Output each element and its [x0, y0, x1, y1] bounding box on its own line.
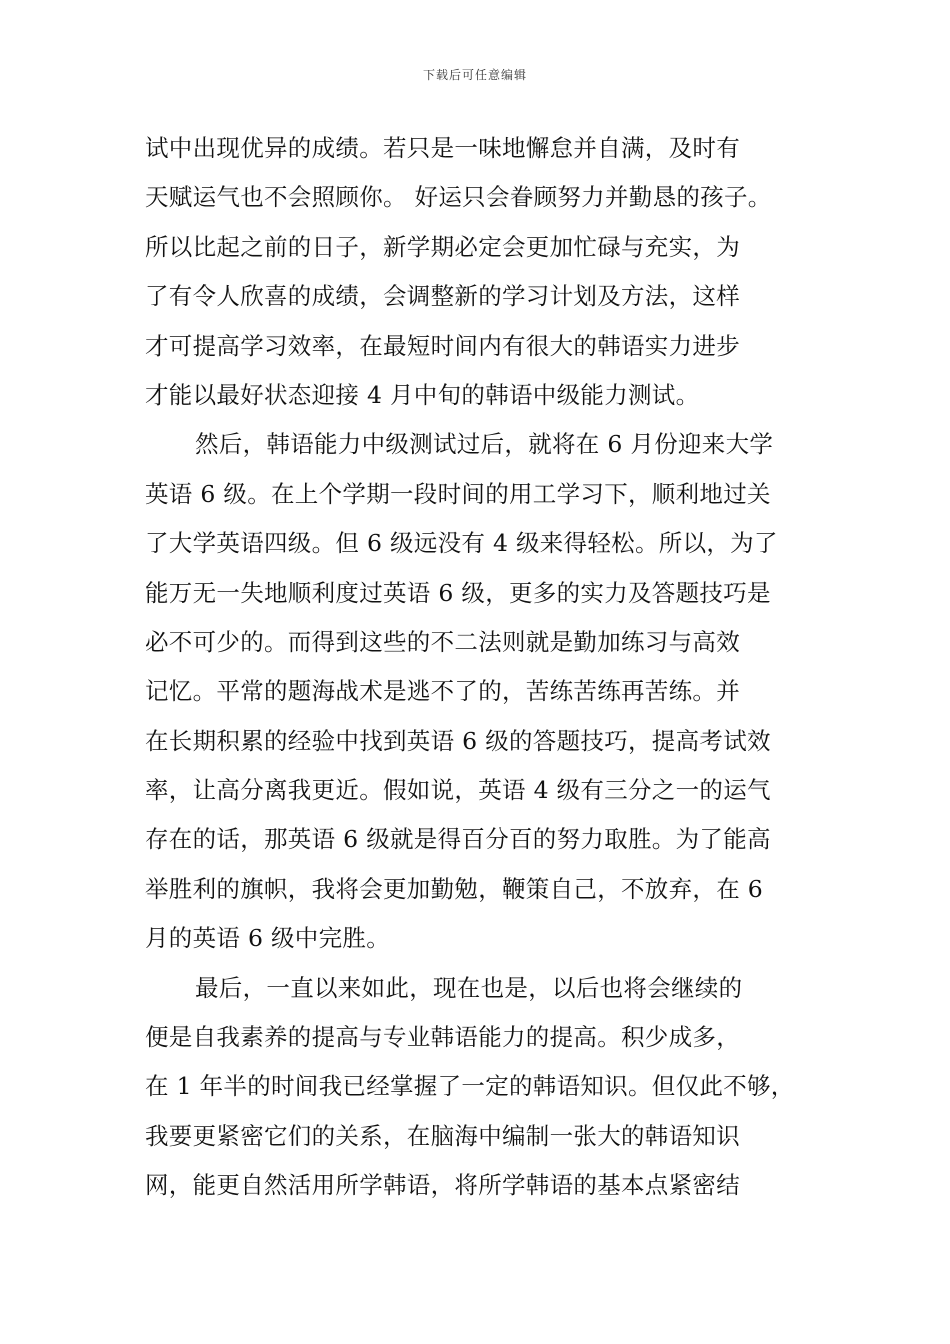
- text-line: 我要更紧密它们的关系，在脑海中编制一张大的韩语知识: [145, 1121, 740, 1150]
- document-body: [145, 124, 845, 1211]
- text-line: 率，让高分离我更近。假如说，英语 4 级有三分之一的运气: [145, 776, 771, 805]
- text-line: 便是自我素养的提高与专业韩语能力的提高。积少成多，: [145, 1023, 740, 1052]
- page-header: 下载后可任意编辑: [422, 68, 527, 82]
- text-line: 网，能更自然活用所学韩语，将所学韩语的基本点紧密结: [145, 1171, 740, 1200]
- text-line: 才可提高学习效率，在最短时间内有很大的韩语实力进步: [145, 331, 740, 360]
- text-line: 了大学英语四级。但 6 级远没有 4 级来得轻松。所以，为了: [145, 529, 778, 558]
- text-line: 天赋运气也不会照顾你。 好运只会眷顾努力并勤恳的孩子。: [145, 183, 772, 212]
- text-line: 月的英语 6 级中完胜。: [145, 924, 390, 953]
- paragraph-3: [145, 964, 845, 1211]
- text-line: 了有令人欣喜的成绩，会调整新的学习计划及方法，这样: [145, 282, 740, 311]
- text-line: 存在的话，那英语 6 级就是得百分百的努力取胜。为了能高: [145, 825, 771, 854]
- text-line: 然后，韩语能力中级测试过后，就将在 6 月份迎来大学: [195, 430, 774, 459]
- text-line: 在 1 年半的时间我已经掌握了一定的韩语知识。但仅此不够，: [145, 1072, 795, 1101]
- text-line: 必不可少的。而得到这些的不二法则就是勤加练习与高效: [145, 627, 740, 656]
- text-line: 能万无一失地顺利度过英语 6 级，更多的实力及答题技巧是: [145, 578, 771, 607]
- paragraph-1: [145, 124, 845, 420]
- text-line: 试中出现优异的成绩。若只是一味地懈怠并自满，及时有: [145, 134, 740, 162]
- text-line: 举胜利的旗帜，我将会更加勤勉，鞭策自己，不放弃，在 6: [145, 874, 764, 903]
- text-line: 记忆。平常的题海战术是逃不了的，苦练苦练再苦练。并: [145, 677, 740, 706]
- text-line: 才能以最好状态迎接 4 月中旬的韩语中级能力测试。: [145, 380, 700, 409]
- text-line: 所以比起之前的日子，新学期必定会更加忙碌与充实，为: [145, 232, 740, 261]
- text-line: 英语 6 级。在上个学期一段时间的用工学习下，顺利地过关: [145, 479, 771, 508]
- text-line: 在长期积累的经验中找到英语 6 级的答题技巧，提高考试效: [145, 726, 771, 755]
- text-line: 最后，一直以来如此，现在也是，以后也将会继续的: [195, 973, 743, 1002]
- paragraph-2: [145, 420, 845, 963]
